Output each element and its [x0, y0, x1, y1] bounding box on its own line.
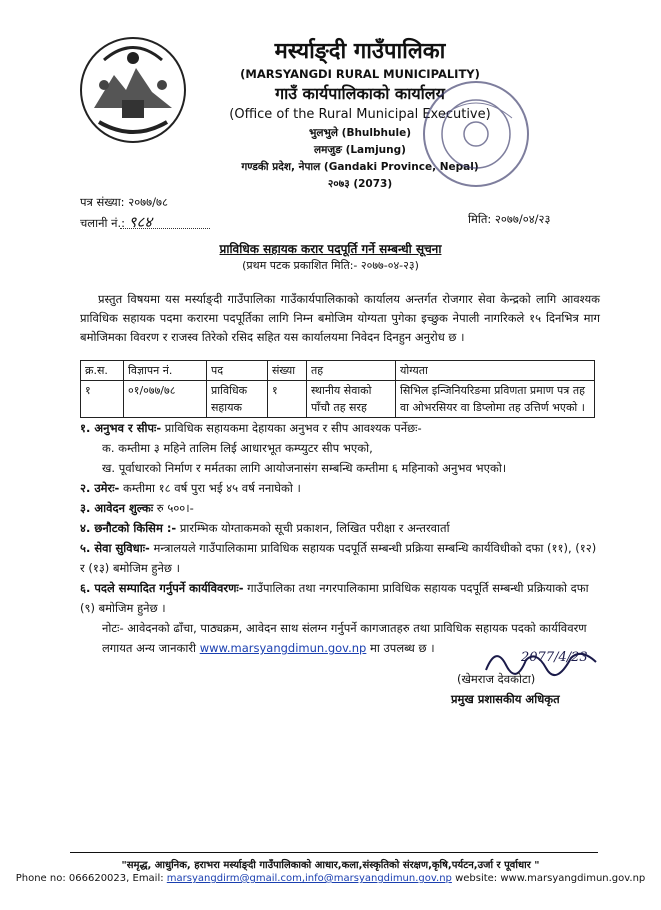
table-cell: स्थानीय सेवाको पाँचौ तह सरह — [307, 381, 396, 418]
list-subitem: क. कम्तीमा ३ महिने तालिम लिई आधारभूत कम्प्युटर सीप भएको, — [102, 441, 373, 455]
established-year: २०७३ (2073) — [327, 178, 393, 190]
table-cell: १ — [81, 381, 124, 418]
dispatch-label: चलानी नं.: — [80, 216, 126, 230]
district-name: लमजुङ (Lamjung) — [314, 144, 406, 156]
email-link[interactable]: marsyangdirm@gmail.com,info@marsyangdimun.gov.np — [166, 873, 452, 884]
signatory-designation: प्रमुख प्रशासकीय अधिकृत — [451, 692, 560, 706]
list-item: १. अनुभव र सीपः- प्राविधिक सहायकमा देहायका अनुभव र सीप आवश्यक पर्नेछः- — [80, 421, 422, 435]
website-link[interactable]: www.marsyangdimun.gov.np — [199, 641, 367, 655]
notice-title: प्राविधिक सहायक करार पदपूर्ति गर्ने सम्बन्धी सूचना — [219, 242, 442, 256]
office-name-np: गाउँ कार्यपालिकाको कार्यालय — [275, 84, 445, 103]
footer-contact: Phone no: 066620023, Email: marsyangdirm@gmail.com,info@marsyangdimun.gov.np website: www.marsyangdimun.gov.np — [15, 873, 646, 884]
signature-block — [451, 640, 611, 750]
place-name: भुलभुले (Bhulbhule) — [309, 127, 411, 139]
province-name: गण्डकी प्रदेश, नेपाल (Gandaki Province, Nepal) — [241, 161, 479, 173]
footer-motto: "समृद्ध, आधुनिक, हराभरा मर्स्याङ्दी गाउँपालिकाको आधार,कला,संस्कृतिको संरक्षण,कृषि,पर्यटन,उर्जा र पूर्वाधार " — [121, 860, 540, 871]
table-header: संख्या — [268, 361, 307, 381]
office-seal-stamp — [420, 78, 532, 190]
letter-number: पत्र संख्या: २०७७/७८ — [80, 195, 168, 209]
vacancy-table — [80, 360, 595, 418]
notice-body: प्रस्तुत विषयमा यस मर्स्याङ्दी गाउँपालिका गाउँकार्यपालिकाको कार्यालय अन्तर्गत रोजगार सेवा केन्द्रको लागि आवश्यक प्राविधिक सहायक पदमा करारमा पदपूर्तिका लागि निम्न बमोजिम योग्यता पुगेका इच्छुक नेपाली नागरिकले १५ दिनभित्र माग बमोजिमका विवरण र राजस्व तिरेको रसिद सहित यस कार्यालयमा निवेदन दिनहुन अनुरोध छ । — [80, 292, 600, 344]
letter-date: मिति: २०७७/०४/२३ — [468, 212, 551, 226]
table-header-row — [81, 361, 595, 381]
dispatch-underline — [120, 228, 210, 229]
office-name-en: (Office of the Rural Municipal Executive) — [229, 107, 491, 122]
municipality-name-np: मर्स्याङ्दी गाउँपालिका — [274, 39, 446, 64]
table-header: क्र.स. — [81, 361, 124, 381]
nepal-emblem-logo — [74, 30, 192, 150]
signatory-name: (खेमराज देवकोटा) — [457, 672, 536, 686]
note: नोटः- आवेदनको ढाँचा, पाठ्यक्रम, आवेदन साथ संलग्न गर्नुपर्ने कागजातहरु तथा प्राविधिक सहायक पदको कार्यविवरण लगायत अन्य जानकारी www.marsyangdimun.gov.np मा उपलब्ध छ । — [102, 621, 587, 655]
list-item: २. उमेरः- कम्तीमा १८ वर्ष पुरा भई ४५ वर्ष ननाघेको । — [80, 481, 301, 495]
dispatch-number — [80, 212, 152, 232]
requirements-list — [80, 418, 600, 658]
list-item: ३. आवेदन शुल्कः रु ५००।- — [80, 501, 194, 515]
signature-date: 2077/4/23 — [521, 650, 588, 665]
list-subitem: ख. पूर्वाधारको निर्माण र मर्मतका लागि आयोजनासंग सम्बन्धि कम्तीमा ६ महिनाको अनुभव भएको। — [102, 461, 507, 475]
table-cell: सिभिल इन्जिनियरिङमा प्रविणता प्रमाण पत्र तह वा ओभरसियर वा डिप्लोमा तह उत्तिर्ण भएको । — [396, 381, 595, 418]
notice-subtitle: (प्रथम पटक प्रकाशित मिति:- २०७७-०४-२३) — [242, 259, 419, 272]
list-item: ६. पदले सम्पादित गर्नुपर्ने कार्यविवरणः- गाउँपालिका तथा नगरपालिकामा प्राविधिक सहायक पदपूर्ति सम्बन्धी प्रक्रियाको दफा (९) बमोजिम हुनेछ । — [80, 581, 589, 615]
list-item: ५. सेवा सुविधाः- मन्त्रालयले गाउँपालिकामा प्राविधिक सहायक पदपूर्ति सम्बन्धी प्रक्रिया सम्बन्धि कार्यविधीको दफा (११), (१२) र (१३) बमोजिम हुनेछ । — [80, 541, 597, 575]
table-row — [81, 381, 595, 418]
list-item: ४. छनौटको किसिम :- प्रारम्भिक योग्ताकमको सूची प्रकाशन, लिखित परीक्षा र अन्तरवार्ता — [80, 521, 450, 535]
dispatch-value: ९८४ — [128, 213, 153, 231]
footer-divider — [70, 852, 598, 853]
table-header: विज्ञापन नं. — [124, 361, 207, 381]
table-header: पद — [207, 361, 268, 381]
municipality-name-en: (MARSYANGDI RURAL MUNICIPALITY) — [240, 67, 480, 81]
table-header: योग्यता — [396, 361, 595, 381]
table-cell: प्राविधिक सहायक — [207, 381, 268, 418]
table-cell: ०१/०७७/७८ — [124, 381, 207, 418]
table-cell: १ — [268, 381, 307, 418]
table-header: तह — [307, 361, 396, 381]
